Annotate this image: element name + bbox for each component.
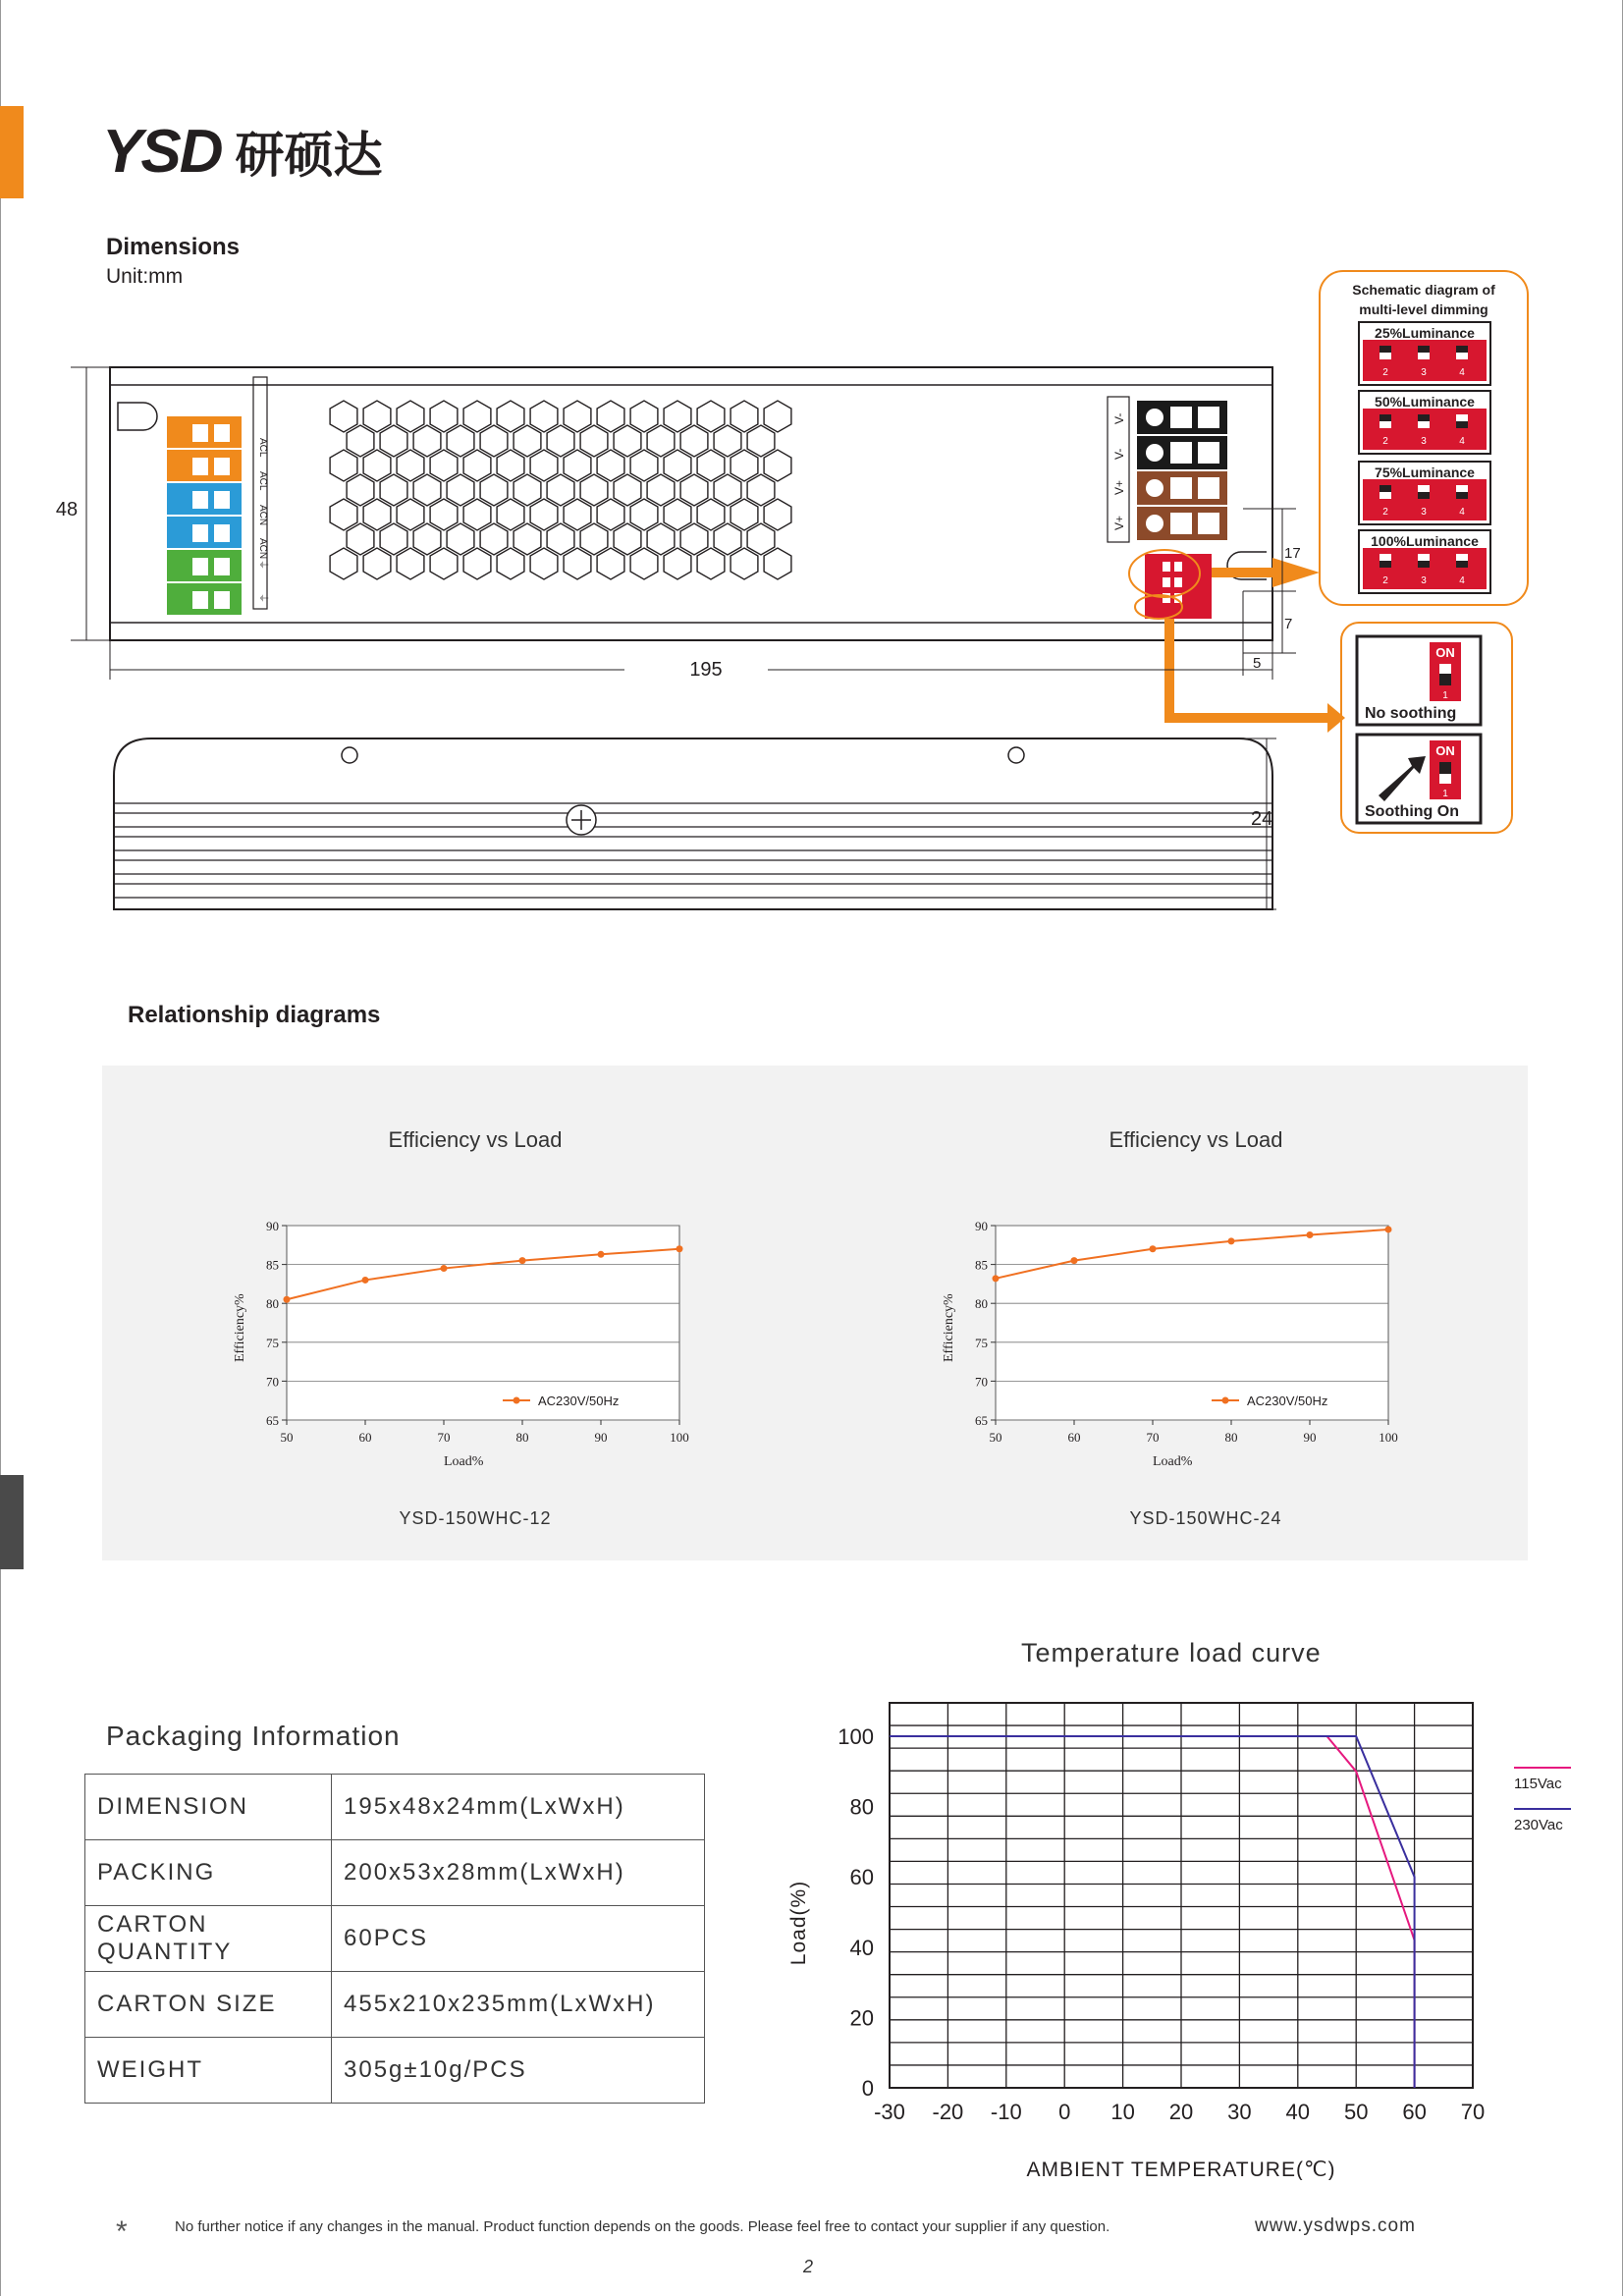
vent-hole [514,523,541,555]
packaging-row [85,2038,705,2104]
vent-hole [530,450,558,481]
x-tick-label: 60 [1067,1430,1081,1445]
output-terminal-block [1137,401,1227,540]
x-tick-label: -10 [990,2100,1022,2124]
switch-number: 1 [1442,690,1448,701]
relationship-title: Relationship diagrams [128,1002,381,1028]
vent-hole [463,548,491,579]
efficiency-chart-1 [226,1208,717,1483]
packaging-value: 200x53x28mm(LxWxH) [332,1840,705,1906]
packaging-title: Packaging Information [106,1721,401,1751]
vent-honeycomb [330,401,791,579]
vent-hole [630,401,658,432]
x-tick-label: 30 [1227,2100,1252,2124]
vent-hole [580,425,608,457]
logo-cn: 研硕达 [235,127,383,184]
y-tick-label: 80 [266,1296,279,1312]
y-tick-label: 90 [975,1219,988,1233]
vent-hole [497,499,524,530]
data-point [676,1245,683,1252]
mount-slot [118,403,157,430]
switch-number: 1 [1442,789,1448,799]
vent-hole [530,548,558,579]
legend-label: AC230V/50Hz [538,1394,620,1408]
x-tick-label: 60 [358,1430,372,1445]
dimming-title: Schematic diagram of [1352,282,1495,298]
input-label: ⏚ [257,593,268,603]
eff-chart-1-title-wrap [230,1127,721,1153]
packaging-value: 455x210x235mm(LxWxH) [332,1972,705,2038]
vent-hole [597,401,624,432]
vent-hole [547,523,574,555]
output-label: V- [1112,448,1126,460]
x-tick-label: 10 [1110,2100,1135,2124]
vent-hole [614,474,641,506]
x-tick-label: 70 [1146,1430,1160,1445]
vent-hole [547,474,574,506]
packaging-row [85,1840,705,1906]
x-axis-label: AMBIENT TEMPERATURE(℃) [1026,2159,1336,2180]
switch-number: 3 [1421,367,1427,378]
vent-hole [347,425,374,457]
data-point [441,1265,448,1272]
vent-hole [480,425,508,457]
x-tick-label: 90 [1303,1430,1317,1445]
vent-hole [664,548,691,579]
y-tick-label: 40 [849,1935,874,1960]
vent-hole [463,401,491,432]
vent-hole [697,401,725,432]
vent-hole [580,523,608,555]
data-point [1307,1231,1314,1238]
packaging-label: DIMENSION [85,1775,332,1840]
legend-label: 115Vac [1514,1776,1562,1792]
vent-hole [697,548,725,579]
mount-hole [1008,747,1024,763]
data-point [598,1251,605,1258]
vent-hole [397,499,424,530]
vent-hole [564,450,591,481]
vent-hole [380,523,407,555]
y-tick-label: 20 [849,2005,874,2031]
switch-number: 2 [1382,436,1388,447]
vent-hole [730,548,758,579]
x-axis-label: Load% [444,1454,484,1469]
vent-hole [564,401,591,432]
x-tick-label: 80 [1224,1430,1238,1445]
packaging-row [85,1972,705,2038]
packaging-row [85,1906,705,1972]
eff-chart-1-caption-wrap [230,1508,721,1529]
switch-number: 2 [1382,507,1388,518]
vent-hole [647,523,675,555]
y-tick-label: 65 [266,1413,279,1428]
vent-hole [697,499,725,530]
x-tick-label: 50 [280,1430,294,1445]
dimming-title: multi-level dimming [1359,301,1488,317]
vent-hole [363,499,391,530]
chart-title: Efficiency vs Load [1109,1127,1283,1152]
x-tick-label: 90 [594,1430,608,1445]
vent-hole [614,425,641,457]
vent-hole [597,548,624,579]
dip-switch [1129,550,1212,619]
output-label: V+ [1112,515,1126,530]
x-axis-label: Load% [1153,1454,1193,1469]
plot-area [996,1226,1388,1420]
packaging-label: WEIGHT [85,2038,332,2104]
page-number: 2 [803,2257,814,2276]
vent-hole [664,450,691,481]
vent-hole [497,548,524,579]
x-tick-label: 100 [670,1430,689,1445]
vent-hole [530,499,558,530]
y-axis-label: Efficiency% [942,1293,956,1362]
switch-number: 4 [1459,575,1465,586]
vent-hole [447,474,474,506]
switch-number: 4 [1459,507,1465,518]
x-tick-label: -20 [932,2100,964,2124]
data-point [993,1275,1000,1282]
footnote-text: No further notice if any changes in the manual. Product function depends on the goods. Please feel free to contact your supplier if any question. [175,2218,1110,2235]
accent-bar [0,1475,24,1569]
mount-hole [342,747,357,763]
vent-hole [630,450,658,481]
vent-hole [680,523,708,555]
vent-hole [330,401,357,432]
y-axis-label: Efficiency% [233,1293,247,1362]
pin-offset-b: 7 [1284,616,1293,632]
dimension-length: 195 [689,659,723,681]
switch-on-label: ON [1435,743,1455,758]
vent-hole [430,548,458,579]
plot-area [287,1226,679,1420]
x-tick-label: 100 [1379,1430,1398,1445]
packaging-value: 60PCS [332,1906,705,1972]
vent-hole [330,450,357,481]
vent-hole [630,499,658,530]
model-caption: YSD-150WHC-24 [1129,1508,1282,1528]
footnote-asterisk: * [116,2215,128,2248]
packaging-label: CARTON SIZE [85,1972,332,2038]
input-label: ACN [257,505,268,526]
vent-hole [480,474,508,506]
vent-hole [730,499,758,530]
y-tick-label: 80 [849,1794,874,1820]
x-tick-label: 20 [1168,2100,1194,2124]
vent-hole [614,523,641,555]
vent-hole [747,425,775,457]
model-caption: YSD-150WHC-12 [399,1508,552,1528]
vent-hole [714,474,741,506]
y-tick-label: 70 [266,1374,279,1390]
vent-hole [413,523,441,555]
data-point [284,1296,291,1303]
eff-chart-2-title-wrap [950,1127,1441,1153]
vent-hole [714,425,741,457]
vent-hole [413,425,441,457]
luminance-label: 100%Luminance [1371,533,1479,549]
input-terminal-block [167,416,242,615]
vent-hole [564,499,591,530]
vent-hole [497,450,524,481]
x-tick-label: 70 [437,1430,451,1445]
vent-hole [530,401,558,432]
vent-hole [347,523,374,555]
vent-hole [430,450,458,481]
chart-title: Efficiency vs Load [388,1127,563,1152]
vent-hole [463,499,491,530]
vent-hole [580,474,608,506]
dimension-height: 48 [55,499,79,520]
data-point [519,1257,526,1264]
input-label: ACN [257,538,268,560]
vent-hole [597,450,624,481]
vent-hole [397,401,424,432]
packaging-label: CARTON QUANTITY [85,1906,332,1972]
vent-hole [647,474,675,506]
vent-hole [347,474,374,506]
luminance-label: 75%Luminance [1375,465,1475,480]
vent-hole [480,523,508,555]
packaging-value: 195x48x24mm(LxWxH) [332,1775,705,1840]
y-tick-label: 100 [838,1724,874,1749]
x-tick-label: 60 [1402,2100,1427,2124]
vent-hole [764,401,791,432]
vent-hole [363,450,391,481]
packaging-label: PACKING [85,1840,332,1906]
x-tick-label: 50 [1343,2100,1369,2124]
vent-hole [363,401,391,432]
switch-number: 2 [1382,367,1388,378]
luminance-label: 50%Luminance [1375,394,1475,410]
y-tick-label: 65 [975,1413,988,1428]
x-tick-label: 0 [1058,2100,1071,2124]
x-tick-label: 40 [1285,2100,1311,2124]
y-tick-label: 75 [975,1335,988,1350]
output-label: V- [1112,412,1126,424]
vent-hole [497,401,524,432]
vent-hole [597,499,624,530]
vent-hole [630,548,658,579]
input-label: ACL [257,438,268,458]
legend-label: AC230V/50Hz [1247,1394,1328,1408]
vent-hole [413,474,441,506]
packaging-value: 305g±10g/PCS [332,2038,705,2104]
logo-text: YSD [102,117,222,186]
pin-offset-c: 5 [1253,655,1262,672]
vent-hole [730,450,758,481]
soothing-on-label: Soothing On [1365,803,1459,820]
switch-number: 3 [1421,575,1427,586]
vent-hole [730,401,758,432]
vent-hole [397,450,424,481]
data-point [1150,1245,1157,1252]
vent-hole [747,523,775,555]
vent-hole [747,474,775,506]
packaging-row [85,1775,705,1840]
vent-hole [397,548,424,579]
vent-hole [764,450,791,481]
y-tick-label: 85 [266,1257,279,1273]
y-tick-label: 85 [975,1257,988,1273]
efficiency-chart-2 [935,1208,1426,1483]
legend-label: 230Vac [1514,1817,1563,1833]
vent-hole [430,401,458,432]
vent-hole [330,548,357,579]
vent-hole [463,450,491,481]
luminance-label: 25%Luminance [1375,325,1475,341]
data-point [1071,1257,1078,1264]
y-tick-label: 60 [849,1865,874,1890]
dimensions-title: Dimensions [106,234,241,260]
vent-hole [647,425,675,457]
vent-hole [447,425,474,457]
switch-number: 3 [1421,436,1427,447]
y-tick-label: 90 [266,1219,279,1233]
website[interactable]: www.ysdwps.com [1255,2215,1416,2236]
vent-hole [697,450,725,481]
dimensions-unit: Unit:mm [106,265,184,288]
switch-number: 4 [1459,436,1465,447]
x-tick-label: 50 [989,1430,1002,1445]
switch-on-label: ON [1435,645,1455,660]
data-point [1385,1226,1392,1232]
y-tick-label: 80 [975,1296,988,1312]
vent-hole [764,499,791,530]
vent-hole [514,425,541,457]
packaging-table [84,1774,705,2104]
mechanical-drawing [0,0,1623,943]
pin-offset-a: 17 [1284,545,1301,562]
vent-hole [547,425,574,457]
switch-number: 2 [1382,575,1388,586]
eff-chart-2-caption-wrap [960,1508,1451,1529]
vent-hole [680,474,708,506]
vent-hole [714,523,741,555]
y-axis-label: Load(%) [787,1880,810,1966]
output-label: V+ [1112,479,1126,495]
vent-hole [330,499,357,530]
x-tick-label: 80 [515,1430,529,1445]
vent-hole [380,425,407,457]
data-point [362,1277,369,1284]
switch-number: 3 [1421,507,1427,518]
data-point [1228,1237,1235,1244]
vent-hole [664,401,691,432]
vent-hole [380,474,407,506]
vent-hole [764,548,791,579]
x-tick-label: 70 [1460,2100,1486,2124]
vent-hole [447,523,474,555]
vent-hole [680,425,708,457]
input-label: ACL [257,471,268,491]
temperature-chart [766,1689,1610,2180]
y-tick-label: 75 [266,1335,279,1350]
y-tick-label: 0 [861,2076,874,2101]
x-tick-label: -30 [874,2100,905,2124]
y-tick-label: 70 [975,1374,988,1390]
vent-hole [664,499,691,530]
switch-number: 4 [1459,367,1465,378]
input-label: ⏚ [257,560,268,570]
temperature-title: Temperature load curve [1021,1638,1322,1667]
vent-hole [564,548,591,579]
dimension-depth: 24 [1251,808,1273,830]
vent-hole [430,499,458,530]
no-soothing-label: No soothing [1365,705,1457,722]
vent-hole [514,474,541,506]
vent-hole [363,548,391,579]
